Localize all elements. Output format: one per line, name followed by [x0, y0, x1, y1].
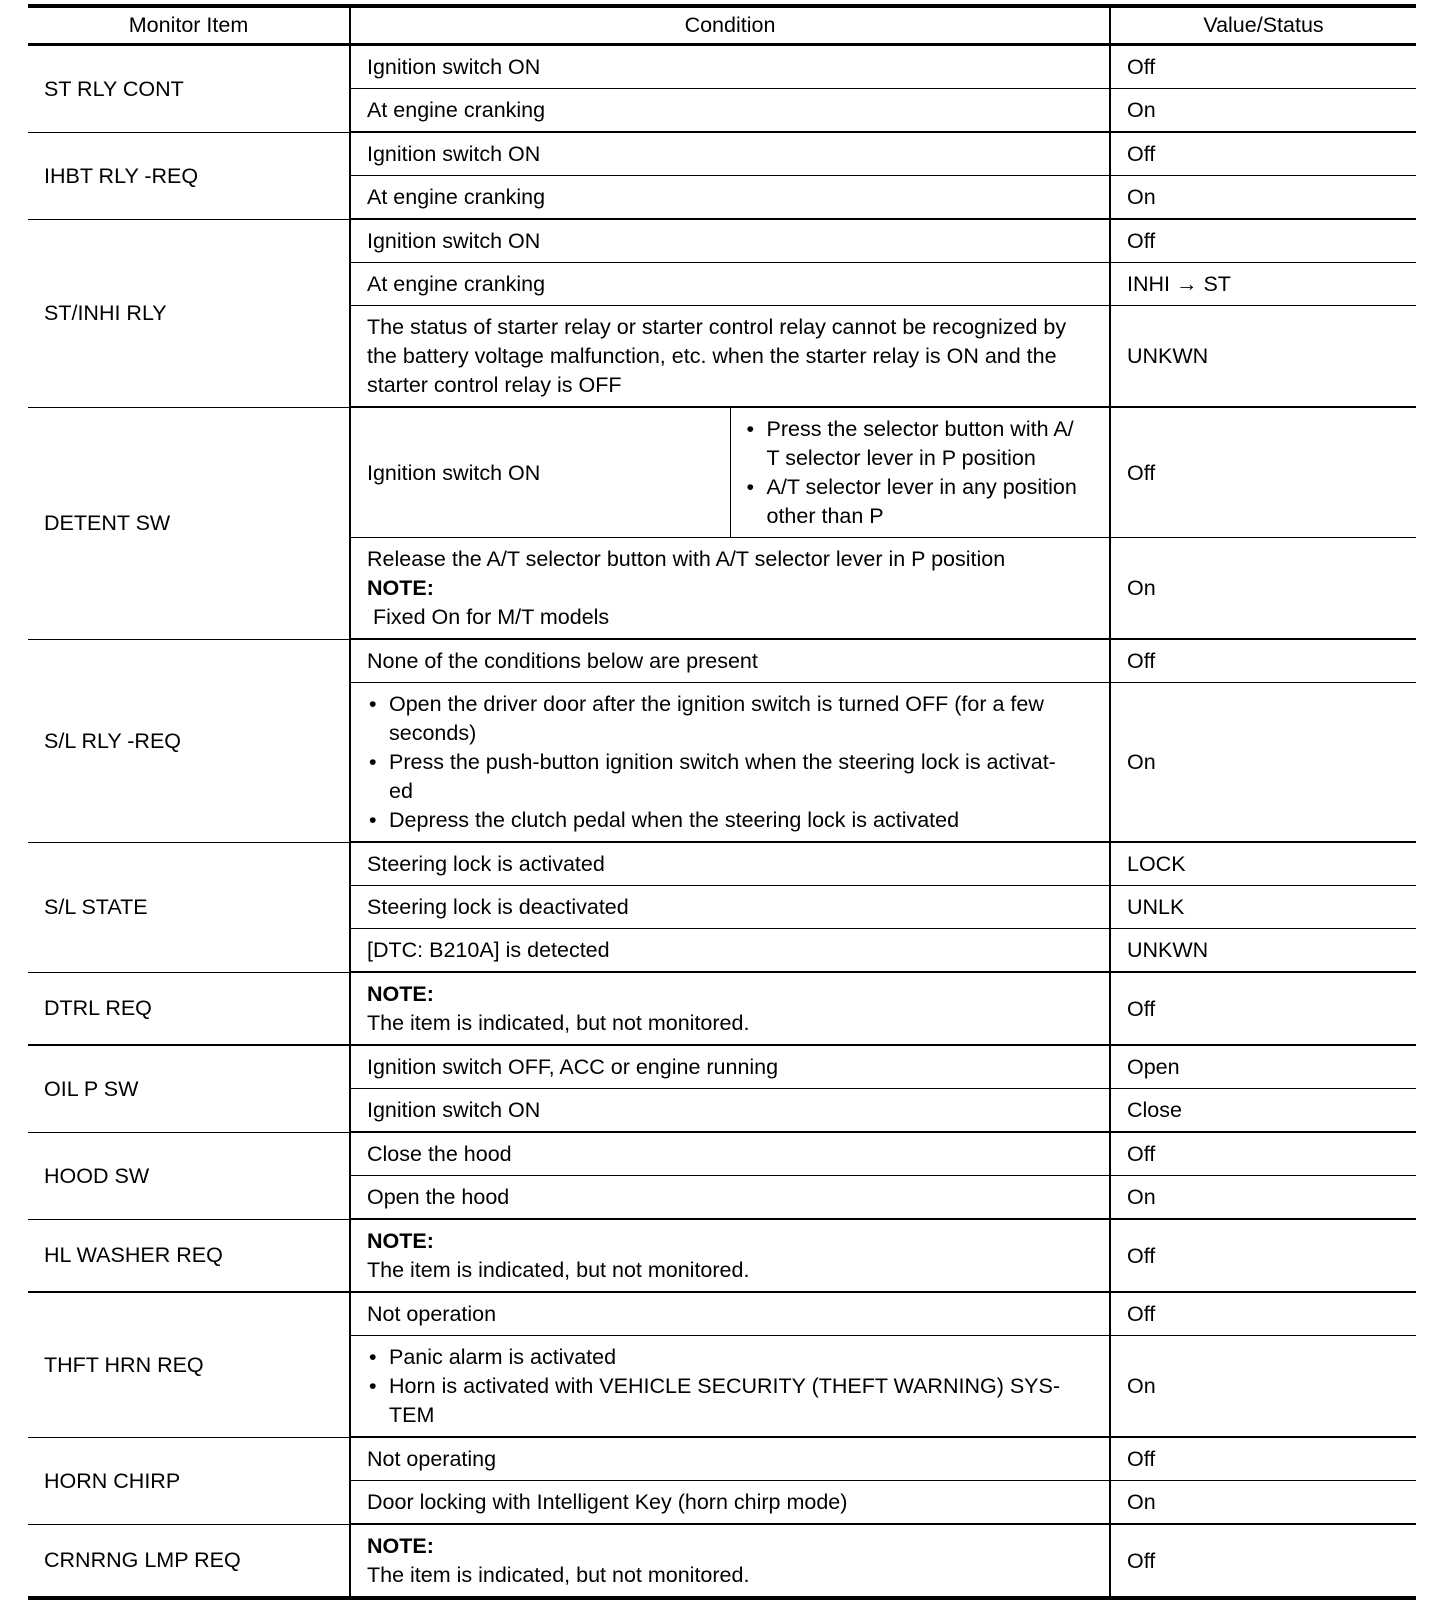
monitor-item-table	[28, 4, 1416, 1600]
condition-cell	[350, 1437, 1110, 1481]
table-row	[28, 1045, 1416, 1089]
header-value-status: Value/Status	[1110, 6, 1416, 45]
condition-cell: Ignition switch ON	[350, 407, 730, 538]
value-status-cell: Off	[1110, 45, 1416, 89]
monitor-item-cell: HL WASHER REQ	[28, 1219, 350, 1292]
table-header-row	[28, 6, 1416, 45]
condition-cell	[350, 45, 1110, 89]
condition-cell	[350, 1524, 1110, 1598]
value-status-cell: LOCK	[1110, 842, 1416, 886]
table-row	[28, 1292, 1416, 1336]
monitor-item-cell: DETENT SW	[28, 407, 350, 639]
value-status-cell: INHI → ST	[1110, 263, 1416, 306]
note-label: NOTE:	[367, 576, 434, 600]
bullet-text-line: other than P	[766, 504, 884, 528]
value-status-cell: UNKWN	[1110, 306, 1416, 408]
value-status-cell: On	[1110, 1336, 1416, 1438]
condition-cell	[350, 538, 1110, 640]
monitor-item-cell: HORN CHIRP	[28, 1437, 350, 1524]
table-row	[28, 45, 1416, 89]
bullet-text-line: • Open the driver door after the ignition switch is turned OFF (for a few	[389, 692, 1044, 716]
value-status-cell: Off	[1110, 1292, 1416, 1336]
bullet-text-line: T selector lever in P position	[766, 446, 1036, 470]
condition-cell	[350, 1219, 1110, 1292]
condition-text: Open the hood	[367, 1185, 510, 1209]
bullet-text-line: • Horn is activated with VEHICLE SECURITY (THEFT WARNING) SYS-	[389, 1374, 1061, 1398]
value-status-cell: UNLK	[1110, 886, 1416, 929]
bullet-item	[367, 748, 1099, 806]
condition-detail-cell	[730, 407, 1110, 538]
note-text: The item is indicated, but not monitored.	[367, 1258, 750, 1282]
bullet-text-line: • Press the selector button with A/	[766, 417, 1074, 441]
bullet-item	[745, 415, 1100, 473]
condition-cell	[350, 1336, 1110, 1438]
condition-text: Not operating	[367, 1447, 497, 1471]
value-status-cell: Off	[1110, 972, 1416, 1045]
table-body	[28, 45, 1416, 1599]
note-label: NOTE:	[367, 1534, 434, 1558]
value-status-cell: Off	[1110, 639, 1416, 683]
value-status-cell: Off	[1110, 132, 1416, 176]
value-status-cell: Open	[1110, 1045, 1416, 1089]
bullet-list	[367, 690, 1099, 835]
table-row	[28, 1219, 1416, 1292]
condition-text: Ignition switch ON	[367, 229, 541, 253]
bullet-text-line: TEM	[389, 1403, 435, 1427]
bullet-item	[745, 473, 1100, 531]
monitor-item-cell: HOOD SW	[28, 1132, 350, 1219]
condition-text: Not operation	[367, 1302, 497, 1326]
note-text: Fixed On for M/T models	[373, 605, 610, 629]
condition-cell	[350, 1481, 1110, 1525]
condition-text: None of the conditions below are present	[367, 649, 758, 673]
table-row	[28, 219, 1416, 263]
condition-text: Ignition switch OFF, ACC or engine running	[367, 1055, 779, 1079]
condition-cell	[350, 683, 1110, 843]
condition-text: Release the A/T selector button with A/T selector lever in P position	[367, 547, 1006, 571]
value-status-cell: Off	[1110, 407, 1416, 538]
condition-text: Ignition switch ON	[367, 55, 541, 79]
monitor-item-cell: IHBT RLY -REQ	[28, 132, 350, 219]
header-condition: Condition	[350, 6, 1110, 45]
bullet-list	[367, 1343, 1099, 1430]
condition-text: At engine cranking	[367, 185, 546, 209]
condition-cell	[350, 1176, 1110, 1220]
bullet-item	[367, 1372, 1099, 1430]
header-monitor-item: Monitor Item	[28, 6, 350, 45]
note-label: NOTE:	[367, 982, 434, 1006]
monitor-item-cell: OIL P SW	[28, 1045, 350, 1132]
condition-cell	[350, 132, 1110, 176]
condition-cell	[350, 219, 1110, 263]
note-label: NOTE:	[367, 1229, 434, 1253]
condition-text-line: the battery voltage malfunction, etc. when the starter relay is ON and the	[367, 344, 1057, 368]
condition-text: Ignition switch ON	[367, 1098, 541, 1122]
condition-cell	[350, 639, 1110, 683]
bullet-text-line: • A/T selector lever in any position	[766, 475, 1077, 499]
value-status-cell: On	[1110, 683, 1416, 843]
bullet-list	[745, 415, 1100, 531]
table-row	[28, 1132, 1416, 1176]
value-status-cell: On	[1110, 176, 1416, 220]
monitor-item-cell: THFT HRN REQ	[28, 1292, 350, 1437]
value-status-cell: Off	[1110, 219, 1416, 263]
table-row	[28, 1524, 1416, 1598]
table-row	[28, 407, 1416, 538]
condition-text: Steering lock is activated	[367, 852, 605, 876]
bullet-text-line: • Press the push-button ignition switch when the steering lock is activat-	[389, 750, 1056, 774]
value-status-cell: Off	[1110, 1219, 1416, 1292]
value-status-cell: Close	[1110, 1089, 1416, 1133]
monitor-item-cell: DTRL REQ	[28, 972, 350, 1045]
condition-cell	[350, 1045, 1110, 1089]
condition-text: Close the hood	[367, 1142, 512, 1166]
table-row	[28, 1437, 1416, 1481]
condition-cell	[350, 306, 1110, 408]
value-status-cell: UNKWN	[1110, 929, 1416, 973]
bullet-text-line: seconds)	[389, 721, 477, 745]
value-status-cell: On	[1110, 1176, 1416, 1220]
condition-cell	[350, 886, 1110, 929]
condition-cell	[350, 1089, 1110, 1133]
value-status-cell: On	[1110, 89, 1416, 133]
condition-text: At engine cranking	[367, 98, 546, 122]
condition-text: Door locking with Intelligent Key (horn chirp mode)	[367, 1490, 848, 1514]
condition-text: At engine cranking	[367, 272, 546, 296]
condition-cell	[350, 176, 1110, 220]
monitor-item-cell: ST RLY CONT	[28, 45, 350, 133]
condition-text-line: starter control relay is OFF	[367, 373, 622, 397]
table-row	[28, 842, 1416, 886]
bullet-text-line: ed	[389, 779, 413, 803]
bullet-text-line: • Depress the clutch pedal when the steering lock is activated	[389, 808, 960, 832]
condition-cell	[350, 1132, 1110, 1176]
monitor-item-cell: CRNRNG LMP REQ	[28, 1524, 350, 1598]
value-status-cell: On	[1110, 1481, 1416, 1525]
table-row	[28, 639, 1416, 683]
condition-cell	[350, 1292, 1110, 1336]
bullet-item	[367, 806, 1099, 835]
note-text: The item is indicated, but not monitored.	[367, 1563, 750, 1587]
value-status-cell: Off	[1110, 1524, 1416, 1598]
bullet-text-line: • Panic alarm is activated	[389, 1345, 617, 1369]
condition-cell	[350, 972, 1110, 1045]
value-status-cell: Off	[1110, 1132, 1416, 1176]
condition-cell	[350, 263, 1110, 306]
condition-cell	[350, 842, 1110, 886]
condition-text-line: The status of starter relay or starter control relay cannot be recognized by	[367, 315, 1067, 339]
note-text: The item is indicated, but not monitored.	[367, 1011, 750, 1035]
condition-text: [DTC: B210A] is detected	[367, 938, 610, 962]
monitor-item-cell: S/L STATE	[28, 842, 350, 972]
condition-text: Ignition switch ON	[367, 142, 541, 166]
condition-cell	[350, 929, 1110, 973]
value-status-cell: On	[1110, 538, 1416, 640]
monitor-item-cell: S/L RLY -REQ	[28, 639, 350, 842]
bullet-item	[367, 690, 1099, 748]
table-row	[28, 132, 1416, 176]
condition-cell	[350, 89, 1110, 133]
value-status-cell: Off	[1110, 1437, 1416, 1481]
monitor-item-cell: ST/INHI RLY	[28, 219, 350, 407]
table-row	[28, 972, 1416, 1045]
bullet-item	[367, 1343, 1099, 1372]
condition-text: Steering lock is deactivated	[367, 895, 629, 919]
